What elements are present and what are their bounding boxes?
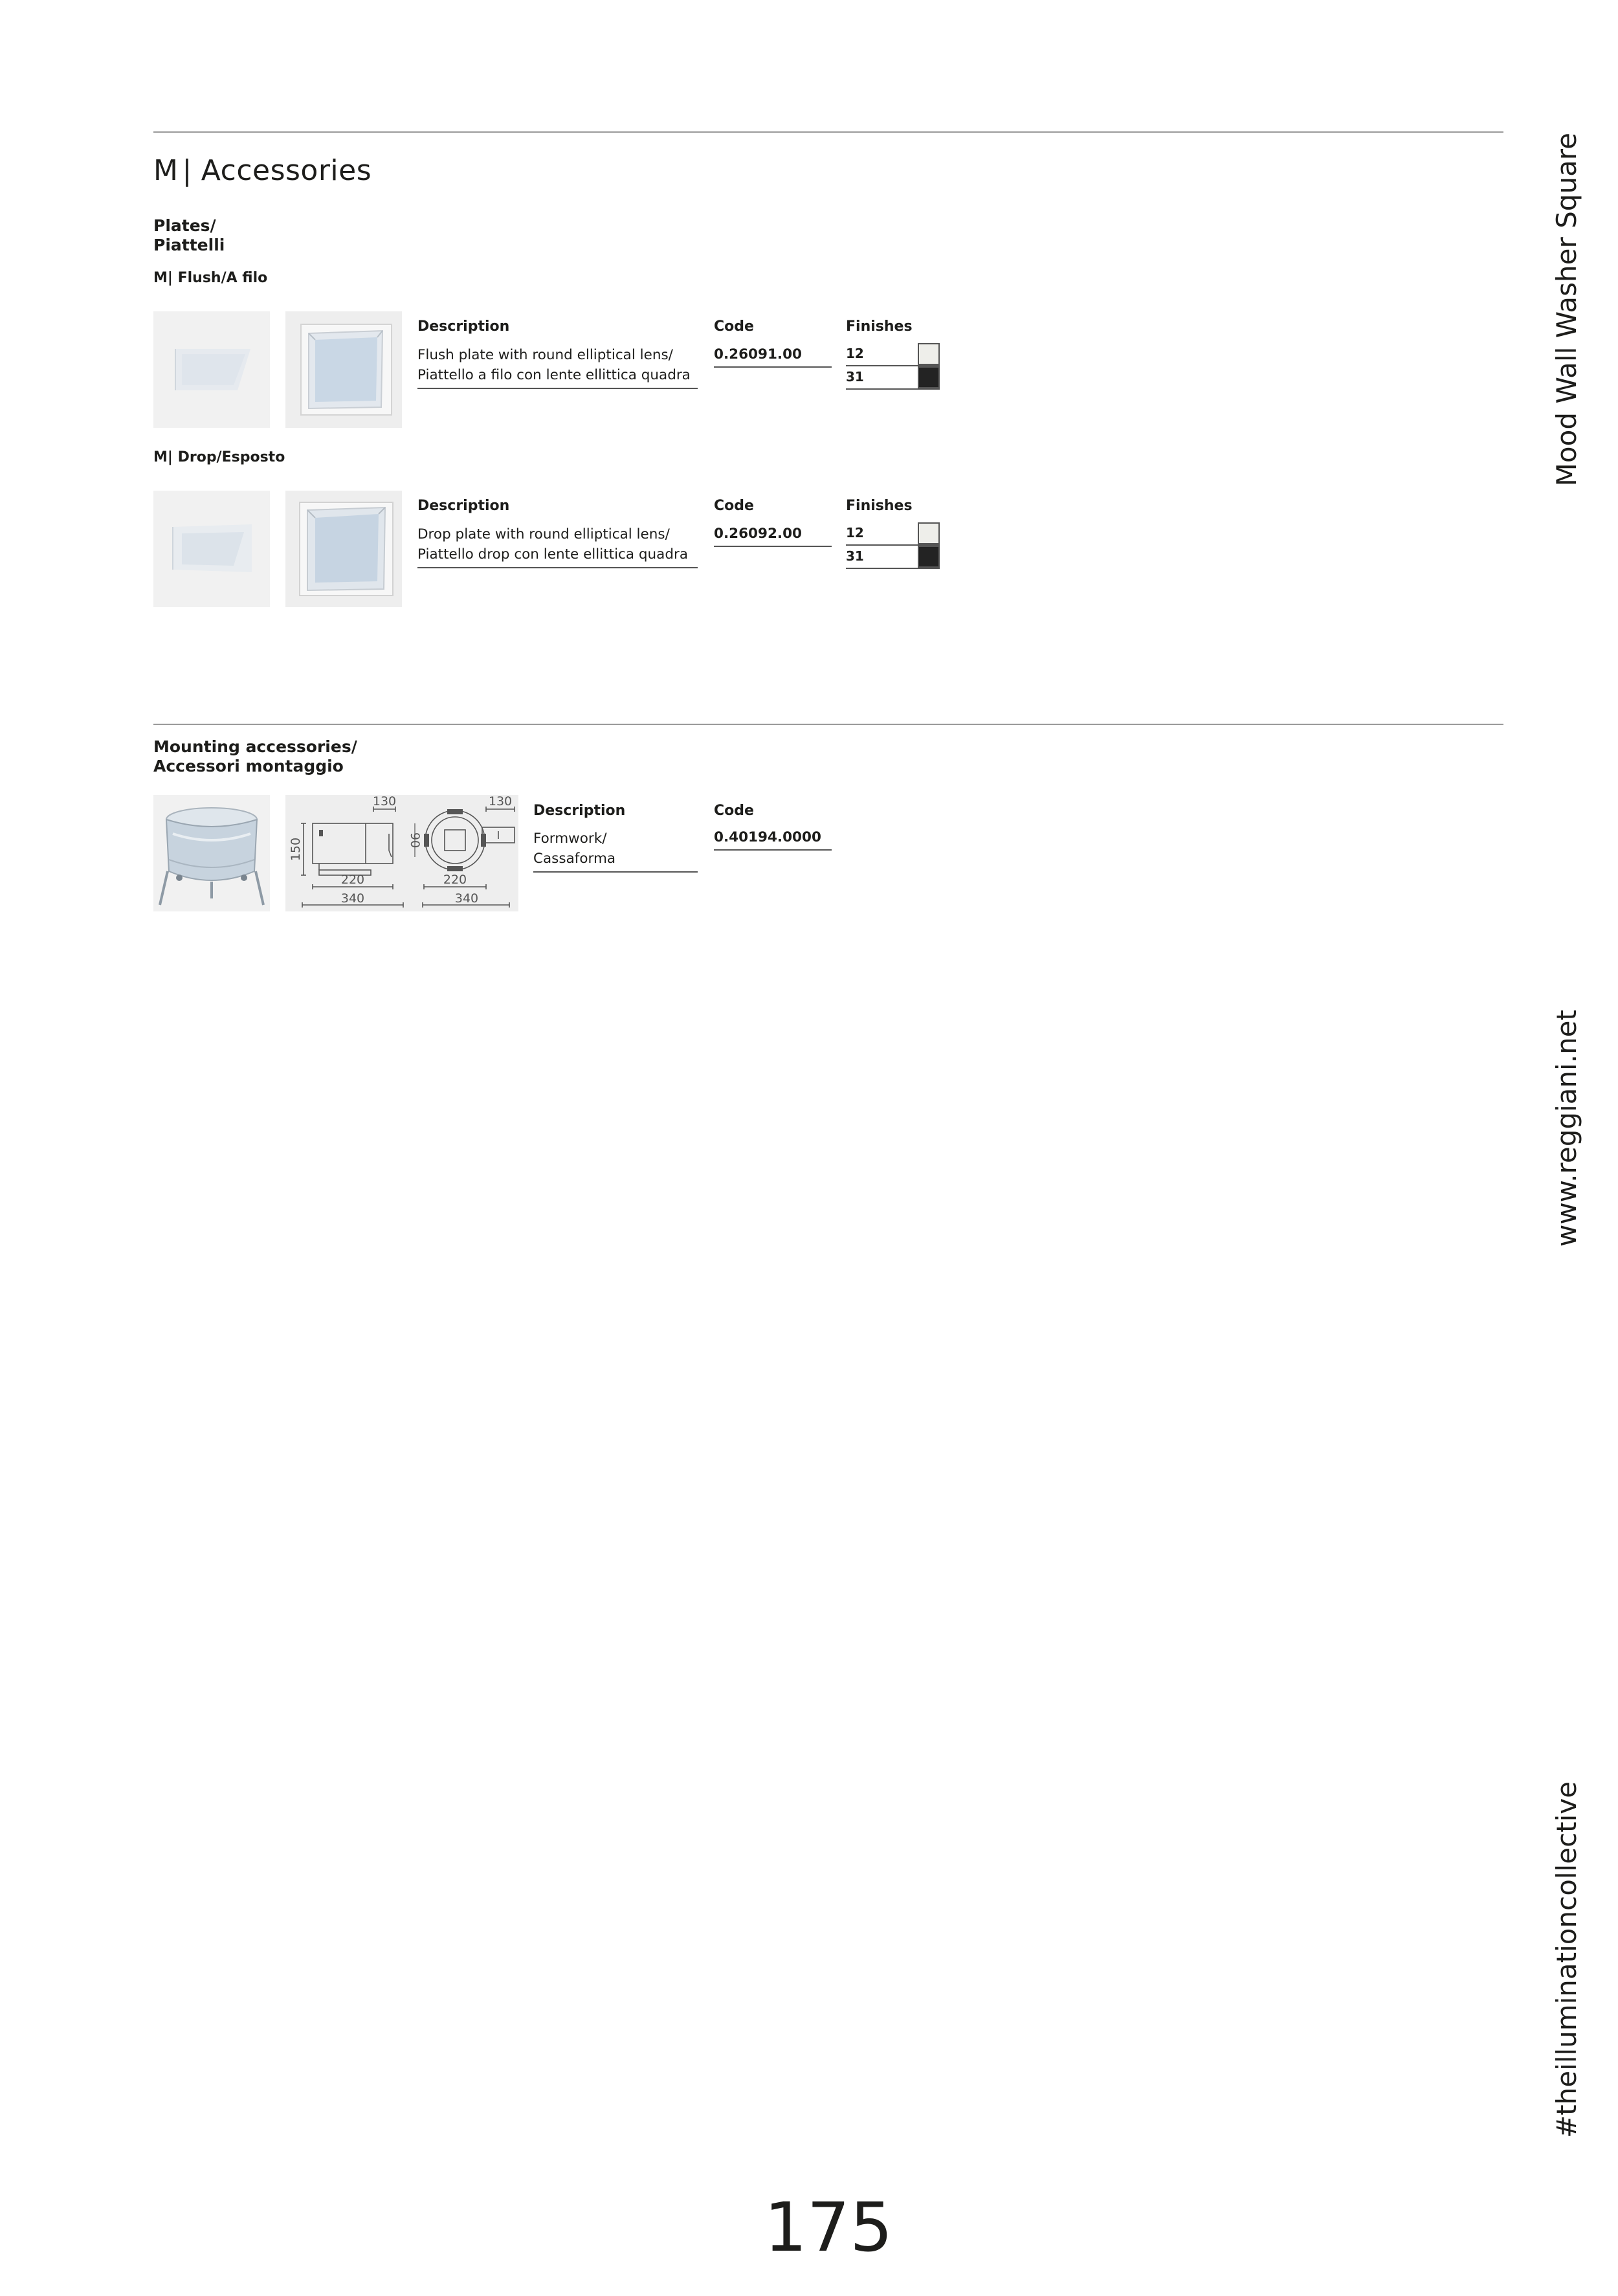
dim-width-inner-right: 220 — [443, 873, 467, 887]
plates-heading — [153, 216, 225, 255]
variant-drop-label: M| Drop/Esposto — [153, 449, 285, 465]
top-divider — [153, 131, 1503, 133]
dim-width-outer-right: 340 — [454, 891, 479, 906]
variant-flush-label: M| Flush/A filo — [153, 270, 268, 286]
finish-number: 12 — [846, 346, 864, 361]
finish-swatch-black — [918, 366, 940, 388]
dim-height-left: 150 — [289, 837, 303, 862]
flush-code-header: Code — [714, 318, 754, 335]
flush-description-line2: Piattello a filo con lente ellittica quadra — [417, 367, 691, 383]
mounting-description — [533, 829, 698, 873]
flush-plate-angled-image — [285, 311, 402, 428]
finish-swatch-white — [918, 522, 940, 544]
plates-heading-line2: Piattelli — [153, 236, 225, 254]
mounting-description-line2: Cassaforma — [533, 851, 616, 867]
flush-finishes-header: Finishes — [846, 318, 913, 335]
drop-plate-front-image — [153, 491, 270, 607]
flush-description-header: Description — [417, 318, 510, 335]
dim-width-inner-left: 220 — [340, 873, 365, 887]
flush-code: 0.26091.00 — [714, 346, 832, 368]
dim-top-right: 130 — [488, 795, 513, 808]
flush-description-line1: Flush plate with round elliptical lens/ — [417, 347, 673, 363]
dim-width-outer-left: 340 — [340, 891, 365, 906]
flush-plate-front-image — [153, 311, 270, 428]
drop-code-header: Code — [714, 498, 754, 514]
formwork-image — [153, 795, 270, 911]
flush-finish-31 — [846, 366, 940, 390]
drop-finishes-header: Finishes — [846, 498, 913, 514]
flush-description — [417, 345, 698, 389]
drop-plate-angled-image — [285, 491, 402, 607]
formwork-technical-drawing — [285, 795, 518, 911]
finish-swatch-black — [918, 546, 940, 568]
title-letter: M — [153, 154, 179, 187]
finish-swatch-white — [918, 343, 940, 365]
finish-number: 31 — [846, 548, 864, 564]
sidebar-website-link[interactable]: www.reggiani.net — [1551, 1010, 1582, 1247]
drop-finish-31 — [846, 546, 940, 569]
mounting-code: 0.40194.0000 — [714, 829, 832, 851]
finish-number: 31 — [846, 369, 864, 385]
page-title — [153, 154, 371, 187]
title-text: Accessories — [201, 154, 372, 187]
finish-number: 12 — [846, 525, 864, 541]
flush-finish-12 — [846, 343, 940, 366]
mounting-heading-line1: Mounting accessories/ — [153, 737, 357, 756]
drop-code: 0.26092.00 — [714, 526, 832, 547]
mounting-heading — [153, 737, 357, 776]
page-number: 175 — [764, 2188, 893, 2267]
mounting-divider — [153, 724, 1503, 725]
dim-height-mid: 90 — [408, 832, 422, 849]
mounting-code-header: Code — [714, 803, 754, 819]
mounting-heading-line2: Accessori montaggio — [153, 757, 344, 775]
drop-finish-12 — [846, 522, 940, 546]
sidebar-hashtag: #theilluminationcollective — [1551, 1781, 1582, 2139]
drop-description-line1: Drop plate with round elliptical lens/ — [417, 526, 670, 542]
drop-description-line2: Piattello drop con lente ellittica quadra — [417, 546, 688, 563]
mounting-description-line1: Formwork/ — [533, 830, 607, 847]
plates-heading-line1: Plates/ — [153, 216, 216, 235]
drop-description — [417, 524, 698, 568]
mounting-description-header: Description — [533, 803, 626, 819]
sidebar-product-name: Mood Wall Washer Square — [1551, 133, 1582, 487]
dim-top-left: 130 — [372, 795, 397, 808]
drop-description-header: Description — [417, 498, 510, 514]
title-separator: | — [182, 154, 192, 187]
